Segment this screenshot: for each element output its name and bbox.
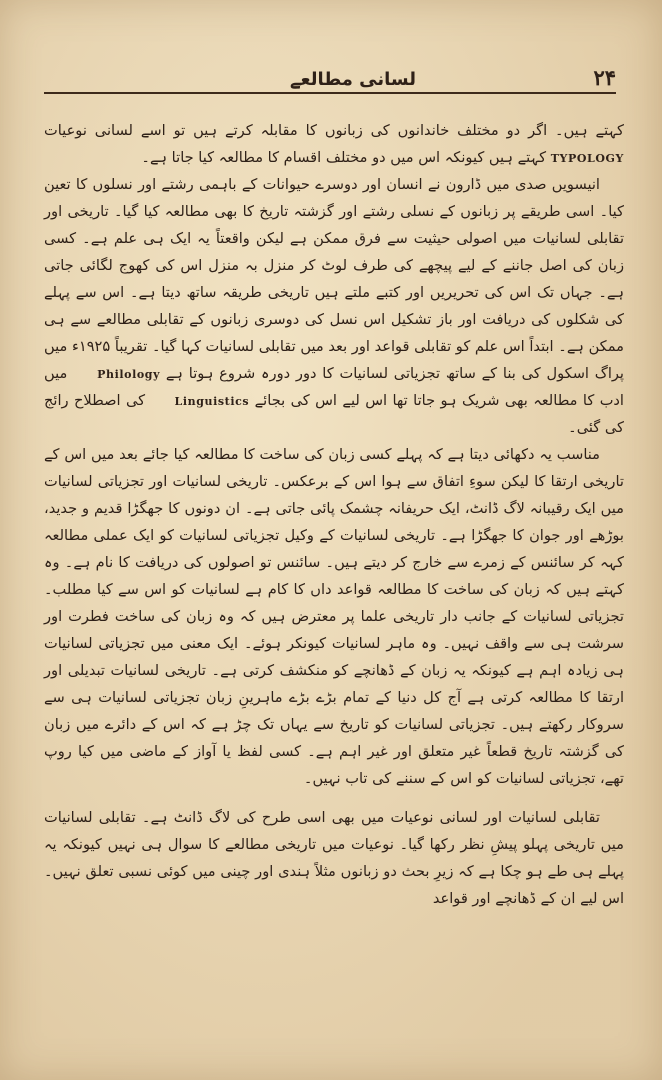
latin-term: TYPOLOGY [550, 151, 624, 165]
paragraph [44, 442, 624, 793]
page-number: ۲۴ [593, 65, 616, 90]
text-run: مناسب یہ دکھائی دیتا ہے کہ پہلے کسی زبان کی ساخت کا مطالعہ کیا جائے بعد میں اس کے تاریخی ارتقا کا لیکن سوءِ اتفاق سے ہوا اس کے برعکس۔ تاریخی لسانیات اور تجزیاتی لسانیات میں ایک رقیبانہ لاگ ڈانٹ، ایک حریفانہ چشمک پائی جاتی ہے۔ ان دونوں کا جھگڑا قدیم و جدید، بوڑھے اور جوان کا جھگڑا ہے۔ تاریخی لسانیات کے وکیل تجزیاتی لسانیات کو ایک عملی مطالعہ کہہ کر سائنس کے زمرے سے خارج کر دیتے ہیں۔ سائنس تو اصولوں کی دریافت کا نام ہے۔ وہ کہتے ہیں کہ زبان کی ساخت کا مطالعہ قواعد داں کا کام ہے لسانیات کو اس سے کیا مطلب۔ تجزیاتی لسانیات کے جانب دار تاریخی علما پر معترض ہیں کہ وہ زبان کی ساخت فطرت اور سرشت ہی سے واقف نہیں۔ وہ ماہر لسانیات کیونکر ہوئے۔ ایک معنی میں تجزیاتی لسانیات ہی زیادہ اہم ہے کیونکہ یہ زبان کے ڈھانچے کو منکشف کرتی ہے۔ تاریخی لسانیات تبدیلی اور ارتقا کا مطالعہ کرتی ہے آج کل دنیا کے تمام بڑے بڑے ماہرینِ زبان تجزیاتی لسانیات ہی سے سروکار رکھتے ہیں۔ تجزیاتی لسانیات کو تاریخ سے یہاں تک چڑ ہے کہ اس کے دائرے میں زبان کی گزشتہ تاریخ قطعاً غیر متعلق اور غیر اہم ہے۔ کسی لفظ یا آواز کے ماضی میں کیا روپ تھے، تجزیاتی لسانیات کو اس کے سننے کی تاب نہیں۔ [44, 445, 624, 787]
text-run: تقابلی لسانیات اور لسانی نوعیات میں بھی اسی طرح کی لاگ ڈانٹ ہے۔ تقابلی لسانیات میں تاریخی پہلو پیشِ نظر رکھا گیا۔ نوعیات میں تاریخی مطالعے کا سوال ہی نہیں کیونکہ یہ پہلے ہی طے ہو چکا ہے کہ زیرِ بحث دو زبانوں مثلاً ہندی اور چینی میں کوئی نسبی تعلق نہیں۔ اس لیے ان کے ڈھانچے اور قواعد [44, 808, 624, 907]
latin-term: Philology [97, 367, 161, 381]
paragraph [44, 172, 624, 442]
text-run: کی اصطلاح رائج کی گئی۔ [44, 391, 624, 436]
text-body [44, 118, 624, 913]
running-title: لسانی مطالعے [290, 69, 416, 90]
header-rule [44, 92, 616, 94]
text-run: کہتے ہیں۔ اگر دو مختلف خاندانوں کی زبانوں کا مقابلہ کرتے ہیں تو اسے لسانی نوعیات [44, 122, 624, 139]
text-run: کہتے ہیں کیونکہ اس میں دو مختلف اقسام کا مطالعہ کیا جاتا ہے۔ [141, 148, 551, 166]
paragraph [44, 805, 624, 913]
latin-term: Linguistics [174, 394, 250, 408]
text-run: میں ادب کا مطالعہ بھی شریک ہو جاتا تھا اس لیے اس کی بجائے [44, 364, 624, 409]
paragraph [44, 118, 624, 172]
page-header [40, 56, 616, 90]
text-run: انیسویں صدی میں ڈارون نے انسان اور دوسرے حیوانات کے باہمی رشتے اور نسلوں کا تعین کیا۔ اسی طریقے پر زبانوں کے نسلی رشتے اور گزشتہ تاریخ کا بھی مطالعہ کیا گیا۔ تاریخی اور تقابلی لسانیات میں اصولی حیثیت سے فرق ممکن ہے لیکن واقعتاً یہ ایک ہی علم ہے۔ کسی زبان کی اصل جاننے کے لیے پیچھے کی طرف لوٹ کر منزل بہ منزل اس کی کھوج لگائی جاتی ہے۔ جہاں تک اس کی تحریریں اور کتبے ملتے ہیں تاریخی طریقہ ساتھ دیتا ہے۔ اس سے پہلے کی شکلوں کی دریافت اور باز تشکیل اس نسل کی دوسری زبانوں کے تقابلی مطالعے سے ہی ممکن ہے۔ ابتداً اس علم کو تقابلی قواعد اور بعد میں تقابلی لسانیات کہا گیا۔ تقریباً ۱۹۲۵ء میں پراگ اسکول کی بنا کے ساتھ تجزیاتی لسانیات کا دور دورہ شروع ہوتا ہے [44, 175, 624, 382]
